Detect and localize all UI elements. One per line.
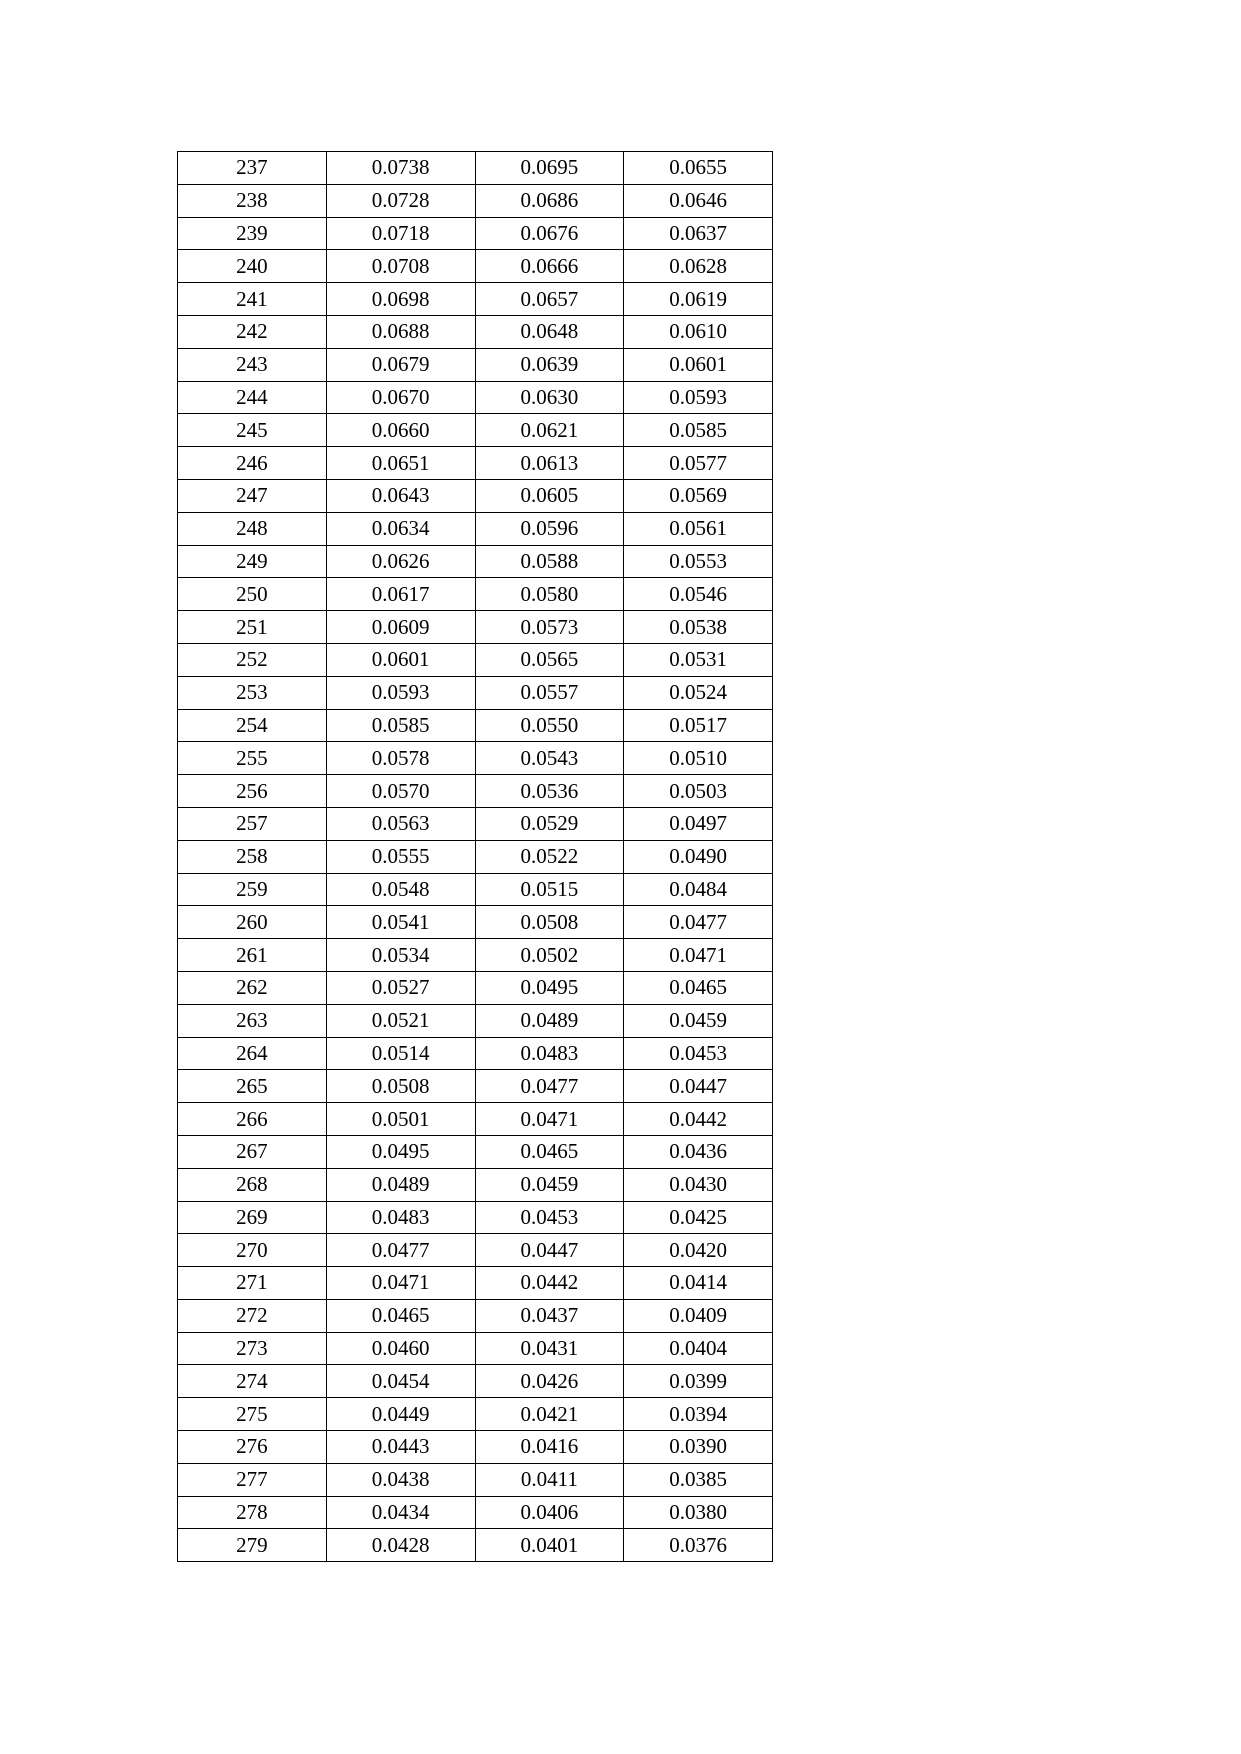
table-row (178, 184, 773, 217)
value-cell: 0.0593 (326, 676, 475, 709)
table-row (178, 1201, 773, 1234)
value-cell: 0.0738 (326, 152, 475, 185)
value-cell: 0.0534 (326, 939, 475, 972)
value-cell: 0.0655 (624, 152, 773, 185)
value-cell: 0.0465 (475, 1135, 624, 1168)
value-cell: 0.0495 (475, 971, 624, 1004)
table-row (178, 1299, 773, 1332)
value-cell: 0.0471 (624, 939, 773, 972)
value-cell: 0.0522 (475, 840, 624, 873)
value-cell: 0.0490 (624, 840, 773, 873)
value-cell: 0.0508 (326, 1070, 475, 1103)
value-cell: 0.0517 (624, 709, 773, 742)
value-cell: 0.0447 (475, 1234, 624, 1267)
value-cell: 0.0670 (326, 381, 475, 414)
value-cell: 0.0442 (475, 1267, 624, 1300)
value-cell: 0.0593 (624, 381, 773, 414)
value-cell: 0.0578 (326, 742, 475, 775)
row-index-cell: 252 (178, 643, 327, 676)
value-cell: 0.0588 (475, 545, 624, 578)
row-index-cell: 272 (178, 1299, 327, 1332)
table-body (178, 152, 773, 1562)
value-cell: 0.0465 (624, 971, 773, 1004)
value-cell: 0.0489 (326, 1168, 475, 1201)
table-row (178, 1103, 773, 1136)
value-cell: 0.0477 (624, 906, 773, 939)
row-index-cell: 239 (178, 217, 327, 250)
value-cell: 0.0453 (475, 1201, 624, 1234)
value-cell: 0.0416 (475, 1431, 624, 1464)
row-index-cell: 277 (178, 1463, 327, 1496)
value-cell: 0.0601 (624, 348, 773, 381)
table-row (178, 414, 773, 447)
value-cell: 0.0695 (475, 152, 624, 185)
value-cell: 0.0453 (624, 1037, 773, 1070)
value-cell: 0.0421 (475, 1398, 624, 1431)
value-cell: 0.0376 (624, 1529, 773, 1562)
value-cell: 0.0639 (475, 348, 624, 381)
table-row (178, 775, 773, 808)
value-cell: 0.0508 (475, 906, 624, 939)
value-cell: 0.0471 (326, 1267, 475, 1300)
value-cell: 0.0510 (624, 742, 773, 775)
value-cell: 0.0443 (326, 1431, 475, 1464)
value-cell: 0.0465 (326, 1299, 475, 1332)
row-index-cell: 249 (178, 545, 327, 578)
row-index-cell: 242 (178, 315, 327, 348)
row-index-cell: 269 (178, 1201, 327, 1234)
value-cell: 0.0477 (326, 1234, 475, 1267)
table-row (178, 939, 773, 972)
value-cell: 0.0527 (326, 971, 475, 1004)
value-cell: 0.0425 (624, 1201, 773, 1234)
value-cell: 0.0399 (624, 1365, 773, 1398)
value-cell: 0.0524 (624, 676, 773, 709)
table-row (178, 807, 773, 840)
value-cell: 0.0555 (326, 840, 475, 873)
value-cell: 0.0565 (475, 643, 624, 676)
table-row (178, 447, 773, 480)
table-row (178, 1529, 773, 1562)
value-cell: 0.0546 (624, 578, 773, 611)
table-row (178, 1398, 773, 1431)
value-cell: 0.0643 (326, 479, 475, 512)
table-row (178, 1332, 773, 1365)
value-cell: 0.0437 (475, 1299, 624, 1332)
value-cell: 0.0708 (326, 250, 475, 283)
value-cell: 0.0501 (326, 1103, 475, 1136)
value-cell: 0.0613 (475, 447, 624, 480)
row-index-cell: 279 (178, 1529, 327, 1562)
value-cell: 0.0409 (624, 1299, 773, 1332)
table-row (178, 1070, 773, 1103)
row-index-cell: 253 (178, 676, 327, 709)
value-cell: 0.0657 (475, 283, 624, 316)
value-cell: 0.0436 (624, 1135, 773, 1168)
table-row (178, 512, 773, 545)
value-cell: 0.0502 (475, 939, 624, 972)
value-cell: 0.0585 (326, 709, 475, 742)
table-row (178, 1168, 773, 1201)
value-cell: 0.0601 (326, 643, 475, 676)
value-cell: 0.0610 (624, 315, 773, 348)
row-index-cell: 250 (178, 578, 327, 611)
value-cell: 0.0426 (475, 1365, 624, 1398)
value-cell: 0.0553 (624, 545, 773, 578)
value-cell: 0.0550 (475, 709, 624, 742)
value-cell: 0.0688 (326, 315, 475, 348)
value-cell: 0.0431 (475, 1332, 624, 1365)
table-row (178, 1037, 773, 1070)
table-row (178, 742, 773, 775)
value-cell: 0.0561 (624, 512, 773, 545)
value-cell: 0.0430 (624, 1168, 773, 1201)
value-cell: 0.0634 (326, 512, 475, 545)
table-row (178, 1267, 773, 1300)
value-cell: 0.0630 (475, 381, 624, 414)
row-index-cell: 268 (178, 1168, 327, 1201)
value-cell: 0.0442 (624, 1103, 773, 1136)
value-cell: 0.0605 (475, 479, 624, 512)
value-cell: 0.0394 (624, 1398, 773, 1431)
table-row (178, 545, 773, 578)
table-row (178, 873, 773, 906)
row-index-cell: 265 (178, 1070, 327, 1103)
value-cell: 0.0648 (475, 315, 624, 348)
value-cell: 0.0577 (624, 447, 773, 480)
value-cell: 0.0637 (624, 217, 773, 250)
value-cell: 0.0484 (624, 873, 773, 906)
value-cell: 0.0489 (475, 1004, 624, 1037)
row-index-cell: 267 (178, 1135, 327, 1168)
value-cell: 0.0609 (326, 611, 475, 644)
value-cell: 0.0536 (475, 775, 624, 808)
value-cell: 0.0626 (326, 545, 475, 578)
value-cell: 0.0477 (475, 1070, 624, 1103)
row-index-cell: 255 (178, 742, 327, 775)
table-row (178, 611, 773, 644)
value-cell: 0.0390 (624, 1431, 773, 1464)
table-row (178, 1496, 773, 1529)
row-index-cell: 251 (178, 611, 327, 644)
table-row (178, 283, 773, 316)
table-row (178, 906, 773, 939)
table-row (178, 315, 773, 348)
row-index-cell: 256 (178, 775, 327, 808)
row-index-cell: 263 (178, 1004, 327, 1037)
value-cell: 0.0569 (624, 479, 773, 512)
value-cell: 0.0503 (624, 775, 773, 808)
row-index-cell: 274 (178, 1365, 327, 1398)
value-cell: 0.0621 (475, 414, 624, 447)
table-row (178, 1365, 773, 1398)
value-cell: 0.0676 (475, 217, 624, 250)
value-cell: 0.0495 (326, 1135, 475, 1168)
table-row (178, 578, 773, 611)
value-cell: 0.0514 (326, 1037, 475, 1070)
row-index-cell: 257 (178, 807, 327, 840)
value-cell: 0.0497 (624, 807, 773, 840)
value-cell: 0.0385 (624, 1463, 773, 1496)
value-cell: 0.0460 (326, 1332, 475, 1365)
value-cell: 0.0401 (475, 1529, 624, 1562)
value-cell: 0.0573 (475, 611, 624, 644)
value-cell: 0.0596 (475, 512, 624, 545)
row-index-cell: 275 (178, 1398, 327, 1431)
table-row (178, 1234, 773, 1267)
row-index-cell: 254 (178, 709, 327, 742)
value-cell: 0.0438 (326, 1463, 475, 1496)
table-row (178, 1135, 773, 1168)
row-index-cell: 260 (178, 906, 327, 939)
row-index-cell: 244 (178, 381, 327, 414)
value-cell: 0.0651 (326, 447, 475, 480)
value-cell: 0.0531 (624, 643, 773, 676)
row-index-cell: 278 (178, 1496, 327, 1529)
value-cell: 0.0619 (624, 283, 773, 316)
row-index-cell: 237 (178, 152, 327, 185)
value-cell: 0.0628 (624, 250, 773, 283)
value-cell: 0.0728 (326, 184, 475, 217)
value-cell: 0.0447 (624, 1070, 773, 1103)
row-index-cell: 247 (178, 479, 327, 512)
value-cell: 0.0563 (326, 807, 475, 840)
value-cell: 0.0459 (624, 1004, 773, 1037)
value-cell: 0.0515 (475, 873, 624, 906)
table-row (178, 709, 773, 742)
value-cell: 0.0698 (326, 283, 475, 316)
row-index-cell: 245 (178, 414, 327, 447)
row-index-cell: 266 (178, 1103, 327, 1136)
table-row (178, 840, 773, 873)
row-index-cell: 264 (178, 1037, 327, 1070)
table-row (178, 381, 773, 414)
value-cell: 0.0411 (475, 1463, 624, 1496)
value-cell: 0.0548 (326, 873, 475, 906)
row-index-cell: 271 (178, 1267, 327, 1300)
table-row (178, 643, 773, 676)
value-cell: 0.0541 (326, 906, 475, 939)
value-cell: 0.0679 (326, 348, 475, 381)
value-cell: 0.0404 (624, 1332, 773, 1365)
table-row (178, 676, 773, 709)
value-cell: 0.0666 (475, 250, 624, 283)
value-cell: 0.0570 (326, 775, 475, 808)
value-cell: 0.0585 (624, 414, 773, 447)
value-cell: 0.0646 (624, 184, 773, 217)
table-row (178, 348, 773, 381)
value-cell: 0.0660 (326, 414, 475, 447)
value-cell: 0.0483 (475, 1037, 624, 1070)
table-row (178, 479, 773, 512)
row-index-cell: 243 (178, 348, 327, 381)
value-cell: 0.0543 (475, 742, 624, 775)
table-row (178, 217, 773, 250)
value-cell: 0.0380 (624, 1496, 773, 1529)
row-index-cell: 240 (178, 250, 327, 283)
table-row (178, 1431, 773, 1464)
value-cell: 0.0580 (475, 578, 624, 611)
row-index-cell: 273 (178, 1332, 327, 1365)
value-cell: 0.0449 (326, 1398, 475, 1431)
table-row (178, 1463, 773, 1496)
row-index-cell: 241 (178, 283, 327, 316)
row-index-cell: 258 (178, 840, 327, 873)
value-cell: 0.0521 (326, 1004, 475, 1037)
value-cell: 0.0529 (475, 807, 624, 840)
row-index-cell: 246 (178, 447, 327, 480)
value-cell: 0.0434 (326, 1496, 475, 1529)
row-index-cell: 248 (178, 512, 327, 545)
value-cell: 0.0414 (624, 1267, 773, 1300)
table-row (178, 971, 773, 1004)
table-row (178, 1004, 773, 1037)
value-cell: 0.0406 (475, 1496, 624, 1529)
row-index-cell: 262 (178, 971, 327, 1004)
value-cell: 0.0483 (326, 1201, 475, 1234)
value-cell: 0.0454 (326, 1365, 475, 1398)
row-index-cell: 238 (178, 184, 327, 217)
row-index-cell: 276 (178, 1431, 327, 1464)
value-cell: 0.0428 (326, 1529, 475, 1562)
data-table (177, 151, 773, 1562)
value-cell: 0.0557 (475, 676, 624, 709)
row-index-cell: 259 (178, 873, 327, 906)
value-cell: 0.0420 (624, 1234, 773, 1267)
value-cell: 0.0617 (326, 578, 475, 611)
value-cell: 0.0686 (475, 184, 624, 217)
row-index-cell: 261 (178, 939, 327, 972)
table-row (178, 152, 773, 185)
value-cell: 0.0459 (475, 1168, 624, 1201)
table-row (178, 250, 773, 283)
value-cell: 0.0718 (326, 217, 475, 250)
value-cell: 0.0538 (624, 611, 773, 644)
value-cell: 0.0471 (475, 1103, 624, 1136)
row-index-cell: 270 (178, 1234, 327, 1267)
